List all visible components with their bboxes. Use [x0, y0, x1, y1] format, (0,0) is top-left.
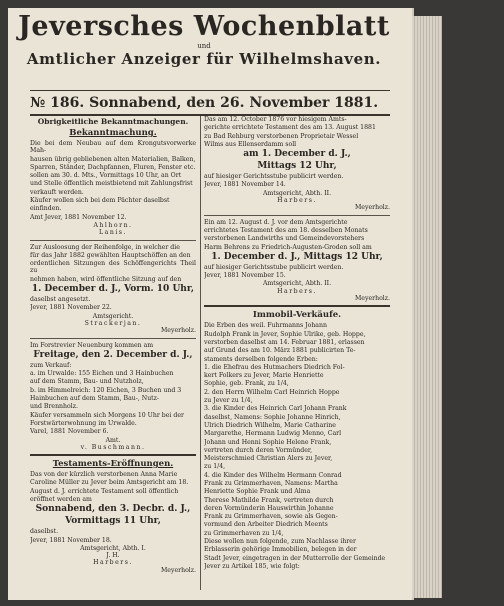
place-date: Jever, 1881 November 18.	[30, 536, 112, 544]
right-column	[204, 116, 390, 592]
text-line: Frank zu Grimmerhaven, Namens: Martha	[204, 479, 338, 487]
text-line: zu Bad Rehburg verstorbenen Proprietair Wessel	[204, 132, 359, 140]
masthead	[14, 12, 394, 68]
text-line: Therese Mathilde Frank, vertreten durch	[204, 496, 334, 504]
text-line: Sparren, Ständer, Dachpfannen, Fluren, Fenster etc.	[30, 163, 196, 171]
highlighted-time: Vormittags 11 Uhr,	[65, 516, 161, 527]
text-line: zu 1/4,	[204, 463, 226, 471]
notice-heading: Testaments-Eröffnungen.	[52, 459, 174, 470]
text-line: gerichte errichtete Testament des am 13. August 1881	[204, 124, 376, 132]
text-line: Stadt Jever, eingetragen in der Mutterrolle der Gemeinde	[204, 554, 386, 562]
text-line: Henriette Sophie Frank und Alma	[204, 488, 311, 496]
newspaper-title: Jeversches Wochenblatt	[18, 11, 390, 42]
text-line: Diese wollen nun folgende, zum Nachlasse ihrer	[204, 538, 356, 546]
notice-testament-wilms	[204, 116, 390, 212]
text-line: Die bei dem Neubau auf dem Krongutsvorwerke Mah-	[30, 140, 196, 155]
issue-dateline: № 186. Sonnabend, den 26. November 1881.	[30, 90, 390, 116]
notice-testament	[30, 459, 196, 574]
signature: Ahlhorn.	[93, 221, 133, 229]
highlighted-date: 1. December d. J., Vorm. 10 Uhr,	[31, 284, 195, 295]
notice-schoeffen	[30, 244, 196, 335]
text-line: auf dem Stamm, Bau- und Nutzholz,	[30, 378, 144, 386]
text-line: Wilms aus Ellenserdamm soll	[204, 140, 297, 148]
text-line: errichtetes Testament des am 18. desselben Monats	[204, 226, 368, 234]
court-name: Amtsgericht.	[92, 312, 134, 320]
text-line: daselbst angesetzt.	[30, 296, 91, 304]
text-line: und Brennholz.	[30, 403, 78, 411]
place-date: Varel, 1881 November 6.	[30, 428, 109, 436]
text-line: eröffnet werden am	[30, 495, 92, 503]
text-line: hausen übrig gebliebenen alten Materialien, Balken,	[30, 155, 196, 163]
notice-forst	[30, 342, 196, 452]
office-name: Amt.	[105, 436, 121, 444]
notice-bekanntmachung	[30, 128, 196, 237]
highlighted-date: Sonnabend, den 3. Decbr. d. J.,	[35, 504, 191, 515]
text-line: verstorben daselbst am 14. Februar 1881, erlassen	[204, 338, 365, 346]
text-line: 1. die Ehefrau des Hutmachers Diedrich Fol-	[204, 363, 345, 371]
text-line: Caroline Müller zu Jever beim Amtsgericht am 18.	[30, 479, 189, 487]
text-line: zu Grimmerhaven zu 1/4,	[204, 529, 284, 537]
signature: Strackerjan.	[84, 319, 142, 327]
text-line: daselbst.	[30, 528, 59, 536]
court-name: Amtsgericht, Abth. II.	[262, 189, 332, 197]
clerk-name: Meyerholz.	[160, 327, 196, 335]
text-line: Erblasserin gehörige Immobilien, belegen in der	[204, 546, 357, 554]
separator	[204, 215, 390, 216]
signature: Harbers.	[277, 197, 317, 205]
separator	[30, 454, 196, 456]
text-line: deren Vormünderin Hauswirthin Johanne	[204, 504, 334, 512]
text-line: zum Verkauf:	[30, 361, 72, 369]
section-heading: Obrigkeitliche Bekanntmachungen.	[37, 117, 189, 126]
text-line: zu Jever zu 1/4,	[204, 397, 253, 405]
text-line: Das am 12. October 1876 vor hiesigem Amts-	[204, 116, 347, 123]
text-line: Rudolph Frank in Jever, Sophie Ulrike, geb. Hoppe,	[204, 330, 366, 338]
clerk-name: Meyerholz.	[354, 295, 390, 303]
text-line: vertreten durch deren Vormünder,	[204, 446, 313, 454]
notice-immobil	[204, 310, 390, 570]
text-line: Das von der kürzlich verstorbenen Anna Marie	[30, 471, 178, 479]
text-line: Käufer versammeln sich Morgens 10 Uhr bei der	[30, 411, 184, 419]
text-line: und Stelle öffentlich meistbietend mit Zahlungsfrist	[30, 180, 193, 188]
court-name: Amtsgericht, Abth. II.	[262, 280, 332, 288]
masthead-und: und	[197, 42, 211, 50]
text-line: Die Erben des weil. Fuhrmanns Johann	[204, 322, 327, 330]
court-name: Amtsgericht, Abth. I.	[80, 544, 146, 552]
text-line: Sophie, geb. Frank, zu 1/4,	[204, 380, 289, 388]
clerk-name: Meyerholz.	[354, 204, 390, 212]
text-line: August d. J. errichtete Testament soll öffentlich	[30, 487, 179, 495]
text-line: Johann und Henni Sophie Helene Frank,	[204, 438, 332, 446]
separator	[30, 338, 196, 339]
text-line: staments derselben folgende Erben:	[204, 355, 318, 363]
separator	[204, 305, 390, 307]
clerk-name: Meyerholz.	[160, 566, 196, 574]
text-line: Hainbuchen auf dem Stamm, Bau-, Nutz-	[30, 395, 160, 403]
text-line: vormund den Arbeiter Diedrich Meents	[204, 521, 328, 529]
place-date: Jever, 1881 November 14.	[204, 181, 286, 189]
signature: Harbers.	[93, 559, 133, 567]
separator	[30, 240, 196, 241]
highlighted-time: Mittags 12 Uhr,	[257, 161, 337, 172]
text-line: Jever zu Artikel 185, wie folgt:	[204, 562, 300, 570]
text-line: verkauft werden.	[30, 188, 84, 196]
signature: Lanis.	[99, 229, 127, 237]
notice-heading: Bekanntmachung.	[69, 128, 157, 138]
text-line: daselbst, Namens: Sophie Johanne Hinrich,	[204, 413, 341, 421]
highlighted-date: Freitage, den 2. December d. J.,	[33, 349, 193, 360]
text-line: Im Forstrevier Neuenburg kommen am	[30, 341, 154, 349]
text-line: 2. den Herrn Wilhelm Carl Heinrich Hoppe	[204, 388, 340, 396]
text-line: Frank zu Grimmerhaven, sowie als Gegen-	[204, 513, 338, 521]
text-line: Käufer wollen sich bei dem Pächter daselbst	[30, 197, 170, 205]
newspaper-subtitle: Amtlicher Anzeiger für Wilhelmshaven.	[26, 50, 382, 68]
place-date: Jever, 1881 November 15.	[204, 272, 286, 280]
text-line: Meisterschmied Christian Alers zu Jever,	[204, 455, 333, 463]
text-line: b. im Himmelreich: 120 Eichen, 3 Buchen und 3	[30, 386, 182, 394]
page-edges	[412, 16, 442, 598]
text-line: für das Jahr 1882 gewählten Hauptschöffen an den	[30, 251, 191, 259]
text-line: a. im Urwalde: 155 Eichen und 3 Hainbuchen	[30, 370, 174, 378]
text-line: Ein am 12. August d. J. vor dem Amtsgerichte	[204, 218, 348, 226]
text-line: 3. die Kinder des Heinrich Carl Johann Frank	[204, 405, 347, 413]
text-line: auf Grund des am 10. März 1881 publicirten Te-	[204, 347, 356, 355]
initials: J. H.	[106, 552, 120, 560]
notice-testament-behrens	[204, 219, 390, 303]
text-line: nehmen haben, wird öffentliche Sitzung auf den	[30, 275, 182, 283]
text-line: auf hiesiger Gerichtsstube publicirt werden.	[204, 263, 344, 271]
text-line: Zur Ausloosung der Reihenfolge, in welcher die	[30, 243, 180, 251]
text-line: sollen am 30. d. Mts., Vormittags 10 Uhr, an Ort	[30, 172, 182, 180]
text-line: kert Folkers zu Jever, Marie Henriette	[204, 372, 324, 380]
text-line: einfinden.	[30, 205, 62, 213]
text-line: Forstwärterwohnung im Urwalde.	[30, 419, 137, 427]
text-line: 4. die Kinder des Wilhelm Hermann Conrad	[204, 471, 342, 479]
highlighted-date: am 1. December d. J.,	[243, 149, 351, 160]
text-line: Harm Behrens zu Friedrich-Augusten-Groden soll am	[204, 243, 372, 251]
text-line: Ulrich Diedrich Wilhelm, Marie Catharine	[204, 421, 336, 429]
signature: Harbers.	[277, 287, 317, 295]
text-line: verstorbenen Landwirths und Gemeindevorstehers	[204, 235, 365, 243]
text-line: ordentlichen Sitzungen des Schöffengerichts Theil zu	[30, 260, 196, 275]
text-line: Margarethe, Hermann Ludwig Menno, Carl	[204, 430, 342, 438]
place-date: Jever, 1881 November 22.	[30, 304, 112, 312]
notice-heading: Immobil-Verkäufe.	[252, 310, 342, 321]
column-divider	[200, 116, 201, 590]
text-line: auf hiesiger Gerichtsstube publicirt werden.	[204, 173, 344, 181]
left-column	[30, 116, 196, 592]
place-date: Amt Jever, 1881 November 12.	[30, 213, 127, 221]
signature: v. Buschmann.	[80, 443, 146, 451]
highlighted-date: 1. December d. J., Mittags 12 Uhr,	[211, 251, 383, 262]
